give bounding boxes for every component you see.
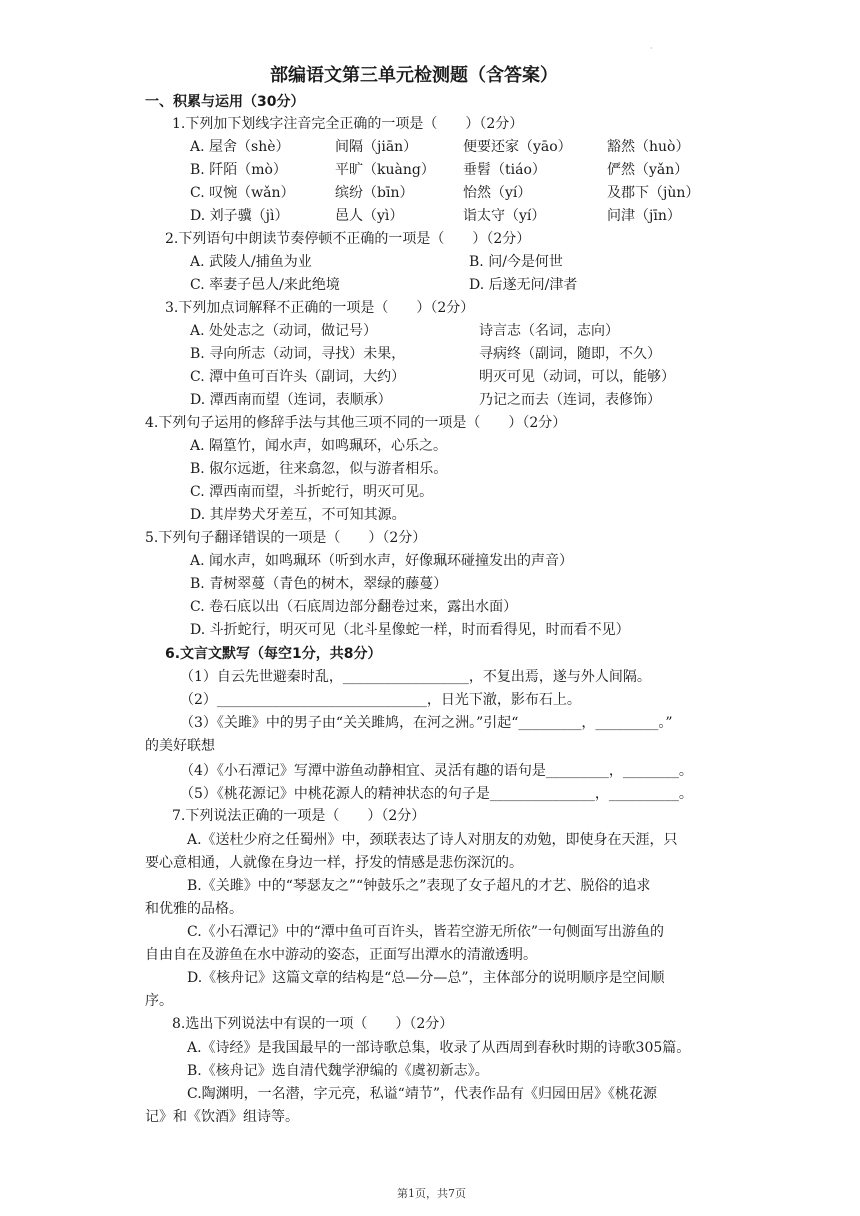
- option: 怡然（yí）: [463, 185, 532, 201]
- option: D. 潭西南而望（连词，表顺承）: [190, 392, 392, 408]
- option: C. 卷石底以出（石底周边部分翻卷过来，露出水面）: [190, 599, 518, 615]
- option: C. 潭中鱼可百许头（副词，大约）: [190, 369, 406, 385]
- option: B. 问/今是何世: [469, 254, 563, 270]
- fill-line: （4）《小石潭记》写潭中游鱼动静相宜、灵活有趣的语句是_________，________。: [180, 763, 693, 779]
- question-stem: 3.下列加点词解释不正确的一项是（ ）（2分）: [165, 300, 475, 316]
- option: C. 率妻子邑人/来此绝境: [190, 277, 340, 293]
- paragraph-line: A.《诗经》是我国最早的一部诗歌总集，收录了从西周到春秋时期的诗歌305篇。: [187, 1040, 691, 1056]
- question-stem: 4.下列句子运用的修辞手法与其他三项不同的一项是（ ）（2分）: [145, 415, 567, 431]
- fill-line: （2）______________________________，日光下澈，影布石上。: [180, 692, 581, 708]
- fill-line: 的美好联想: [145, 738, 215, 754]
- question-stem: 7.下列说法正确的一项是（ ）（2分）: [172, 808, 426, 824]
- paragraph-line: 序。: [145, 993, 173, 1009]
- option: B. 青树翠蔓（青色的树木，翠绿的藤蔓）: [190, 576, 448, 592]
- option: D. 斗折蛇行，明灭可见（北斗星像蛇一样，时而看得见，时而看不见）: [190, 622, 630, 638]
- question-stem: 5.下列句子翻译错误的一项是（ ）（2分）: [145, 530, 427, 546]
- option: D. 刘子骥（jì）: [190, 208, 289, 224]
- paragraph-line: 和优雅的品格。: [145, 901, 243, 917]
- option: 俨然（yǎn）: [607, 162, 689, 178]
- section-heading: 一、积累与运用（30分）: [145, 94, 305, 110]
- option: B. 阡陌（mò）: [190, 162, 287, 178]
- option: 邑人（yì）: [335, 208, 404, 224]
- option: 垂髫（tiáo）: [463, 162, 546, 178]
- paragraph-line: B.《关雎》中的“琴瑟友之”“钟鼓乐之”表现了女子超凡的才艺、脱俗的追求: [187, 878, 651, 894]
- question-stem: 2.下列语句中朗读节奏停顿不正确的一项是（ ）（2分）: [165, 231, 531, 247]
- question-stem: 8.选出下列说法中有误的一项（ ）（2分）: [172, 1016, 454, 1032]
- option: A. 闻水声，如鸣珮环（听到水声，好像珮环碰撞发出的声音）: [190, 553, 574, 569]
- option: 间隔（jiān）: [335, 139, 418, 155]
- option: B. 俶尔远逝，往来翕忽，似与游者相乐。: [190, 461, 448, 477]
- option: A. 武陵人/捕鱼为业: [190, 254, 312, 270]
- option: 缤纷（bīn）: [335, 185, 414, 201]
- paragraph-line: 记》和《饮酒》组诗等。: [145, 1109, 299, 1125]
- paragraph-line: D.《核舟记》这篇文章的结构是“总—分—总”，主体部分的说明顺序是空间顺: [187, 970, 665, 986]
- option: 诣太守（yí）: [463, 208, 546, 224]
- option: A. 处处志之（动词，做记号）: [190, 323, 378, 339]
- option: 寻病终（副词，随即，不久）: [479, 346, 661, 362]
- option: 问津（jīn）: [607, 208, 681, 224]
- question-stem: 6.文言文默写（每空1分，共8分）: [165, 646, 382, 662]
- page-title: 部编语文第三单元检测题（含答案）: [270, 65, 558, 86]
- paragraph-line: B.《核舟记》选自清代魏学洢编的《虞初新志》。: [187, 1063, 489, 1079]
- paragraph-line: A.《送杜少府之任蜀州》中，颈联表达了诗人对朋友的劝勉，即使身在天涯，只: [187, 832, 678, 848]
- option: 豁然（huò）: [607, 139, 690, 155]
- fill-line: （3）《关雎》中的男子由“关关雎鸠，在河之洲。”引起“_________，_________。”: [180, 715, 673, 731]
- option: A. 隔篁竹，闻水声，如鸣珮环，心乐之。: [190, 438, 448, 454]
- fill-line: （1）自云先世避秦时乱，__________________，不复出焉，遂与外人间隔。: [180, 669, 651, 685]
- paragraph-line: 要心意相通，人就像在身边一样，抒发的情感是悲伤深沉的。: [145, 855, 523, 871]
- option: 诗言志（名词，志向）: [479, 323, 619, 339]
- paragraph-line: 自由自在及游鱼在水中游动的姿态，正面写出潭水的清澈透明。: [145, 947, 537, 963]
- option: C. 潭西南而望，斗折蛇行，明灭可见。: [190, 484, 434, 500]
- option: D. 其岸势犬牙差互，不可知其源。: [190, 507, 406, 523]
- paragraph-line: C.《小石潭记》中的“潭中鱼可百许头，皆若空游无所依”一句侧面写出游鱼的: [187, 924, 664, 940]
- fill-line: （5）《桃花源记》中桃花源人的精神状态的句子是_______________，__________。: [180, 786, 693, 802]
- option: 平旷（kuàng）: [335, 162, 435, 178]
- option: 及郡下（jùn）: [607, 185, 700, 201]
- page-number: 第1页，共7页: [397, 1187, 466, 1200]
- question-stem: 1.下列加下划线字注音完全正确的一项是（ ）（2分）: [172, 116, 524, 132]
- option: 明灭可见（动词，可以，能够）: [479, 369, 675, 385]
- option: 便要还家（yāo）: [463, 139, 572, 155]
- corner-mark: ·: [650, 44, 653, 53]
- option: A. 屋舍（shè）: [190, 139, 290, 155]
- paragraph-line: C.陶渊明，一名潜，字元亮，私谥“靖节”，代表作品有《归园田居》《桃花源: [187, 1086, 657, 1102]
- option: C. 叹惋（wǎn）: [190, 185, 295, 201]
- option: 乃记之而去（连词，表修饰）: [479, 392, 661, 408]
- option: B. 寻向所志（动词，寻找）未果，: [190, 346, 406, 362]
- option: D. 后遂无问/津者: [469, 277, 578, 293]
